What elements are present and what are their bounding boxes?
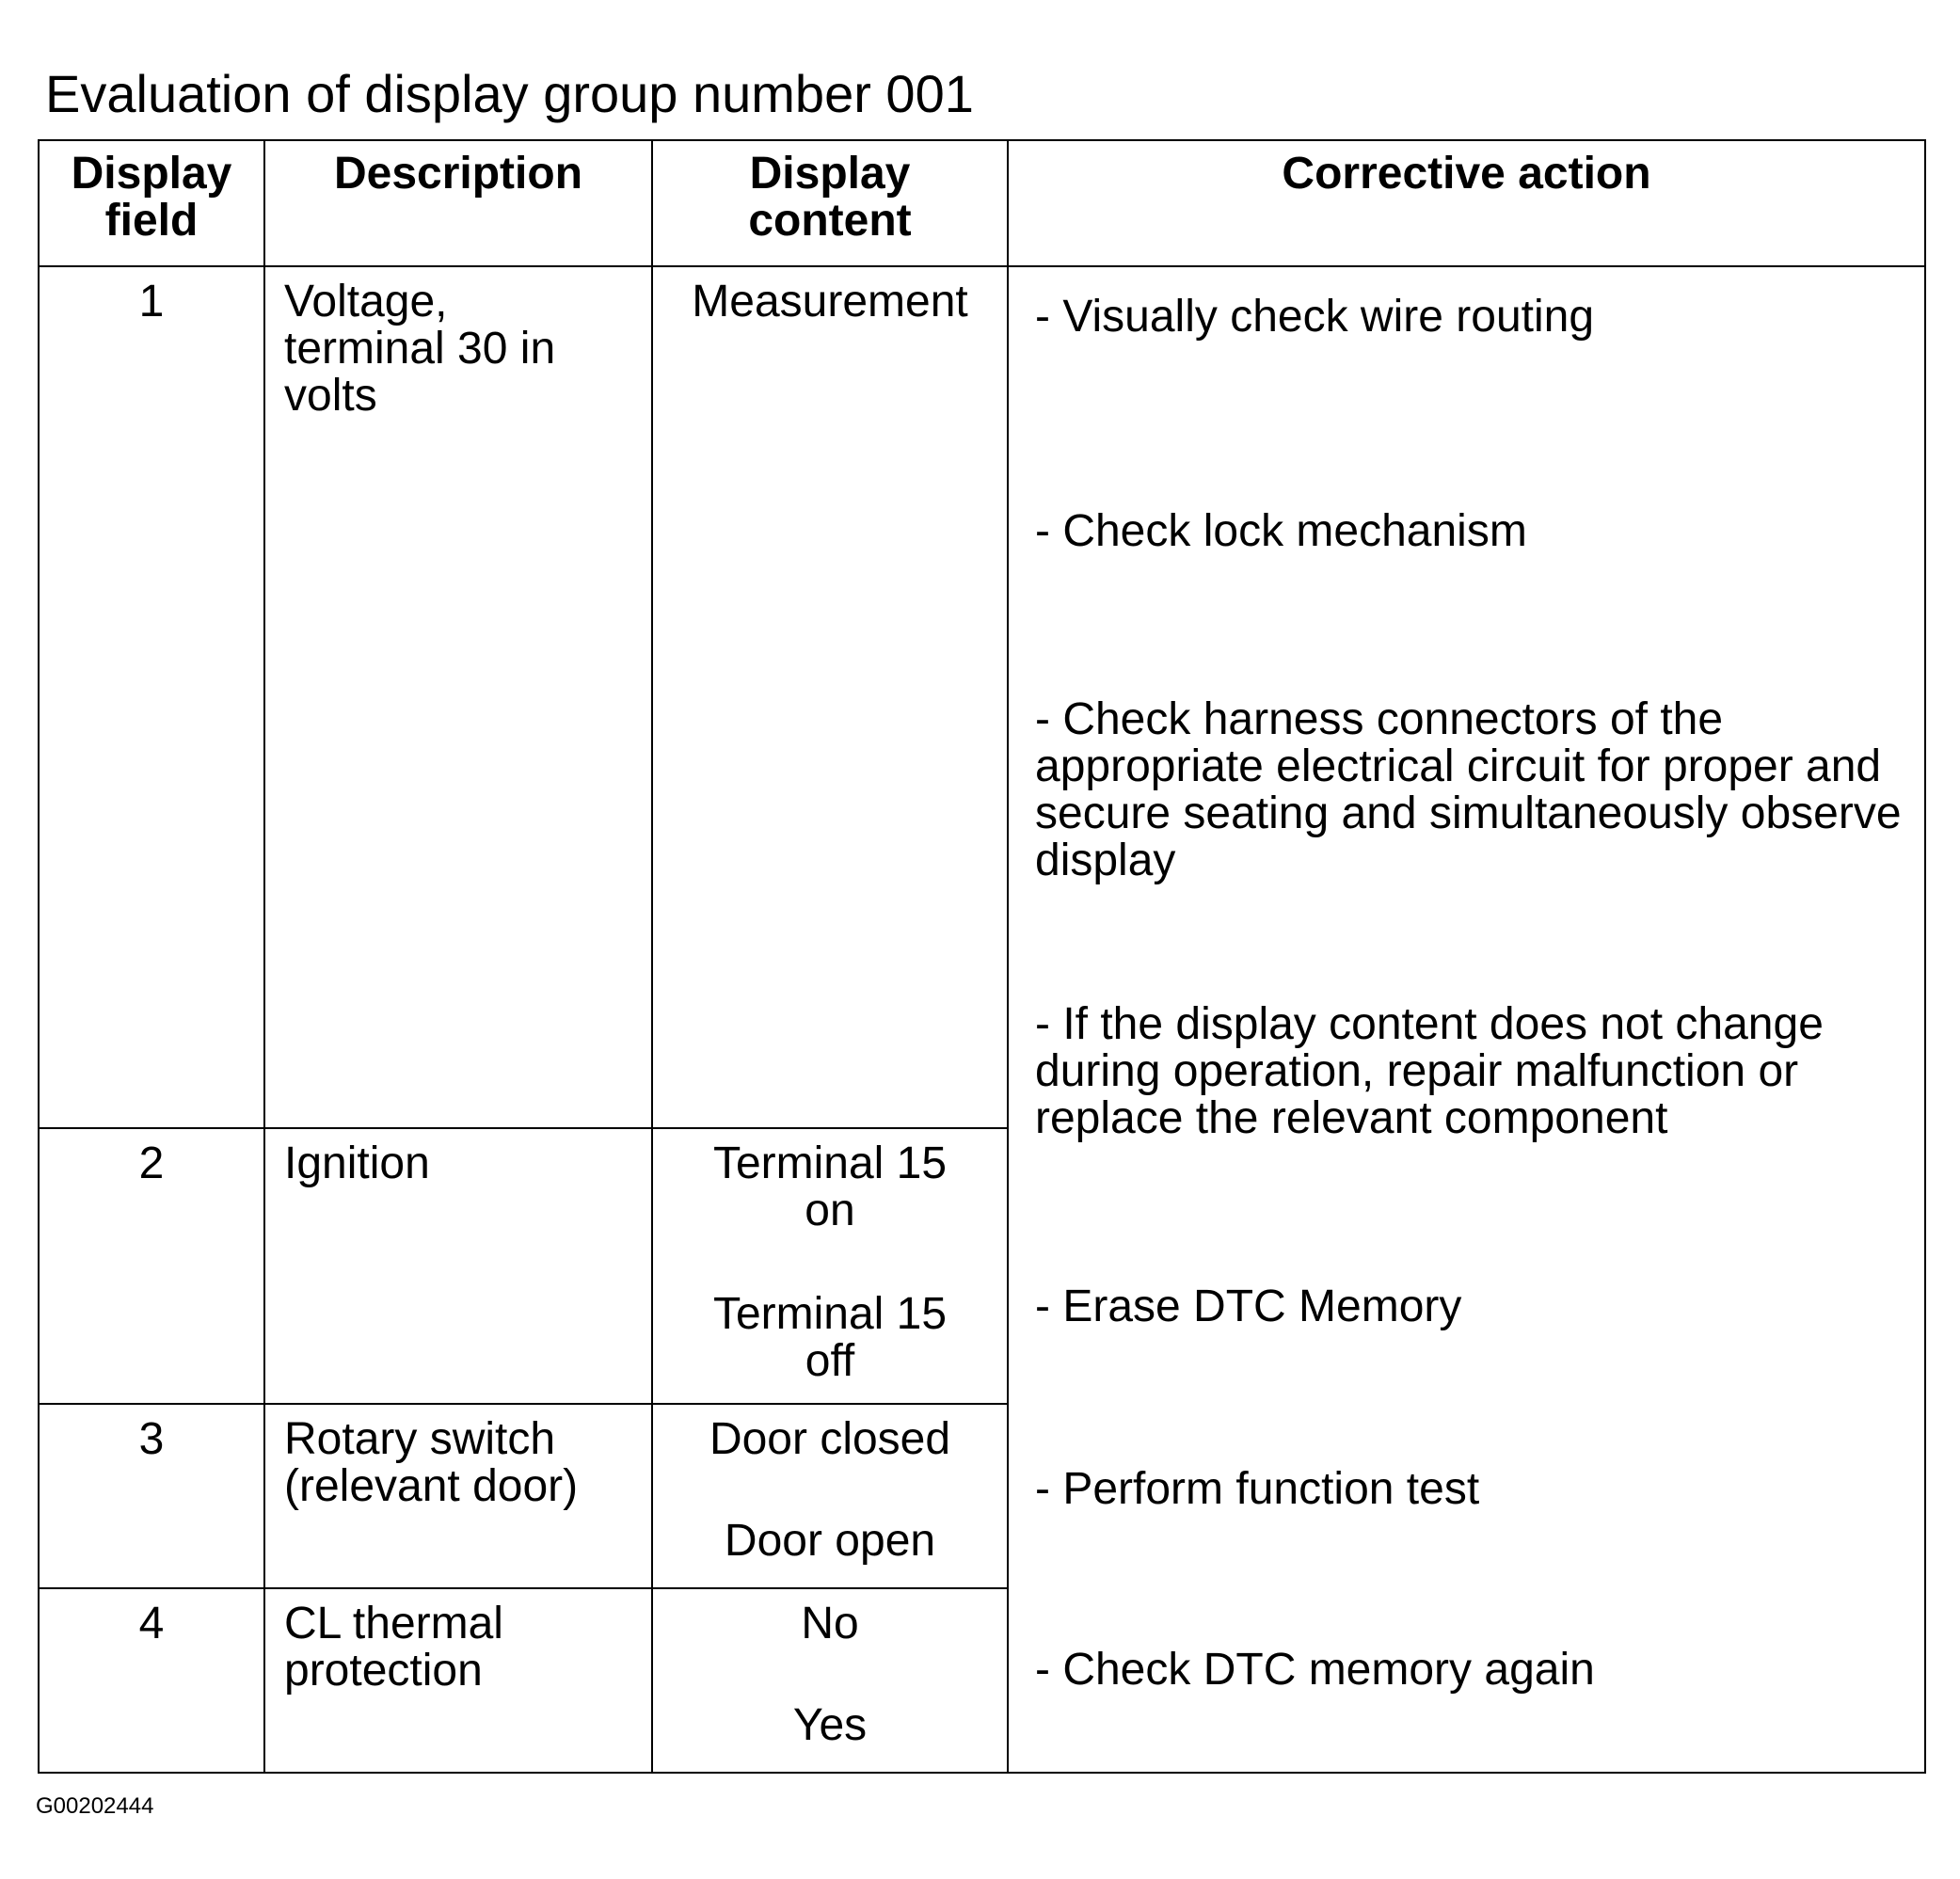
display-content-cell: Terminal 15 on Terminal 15 off <box>652 1128 1008 1404</box>
header-corrective-action: Corrective action <box>1008 140 1925 266</box>
display-field-cell: 1 <box>39 266 264 1128</box>
description-cell: CL thermal protection <box>264 1588 652 1773</box>
corrective-action-item: - Check DTC memory again <box>1035 1645 1595 1695</box>
description-cell: Rotary switch (relevant door) <box>264 1404 652 1588</box>
corrective-action-item: - Check lock mechanism <box>1035 506 1527 556</box>
display-content-cell: No Yes <box>652 1588 1008 1773</box>
corrective-action-item: - Visually check wire routing <box>1035 292 1595 342</box>
evaluation-table <box>38 139 1926 1774</box>
corrective-action-item: - Check harness connectors of the appropriate electrical circuit for proper and secure seating and simultaneously observe display <box>1035 694 1902 885</box>
page-title: Evaluation of display group number 001 <box>45 64 974 123</box>
table-header-row <box>39 140 1925 266</box>
display-field-cell: 2 <box>39 1128 264 1404</box>
description-cell: Voltage, terminal 30 in volts <box>264 266 652 1128</box>
display-field-cell: 3 <box>39 1404 264 1588</box>
corrective-action-item: - Perform function test <box>1035 1464 1480 1514</box>
table-row <box>39 266 1925 1128</box>
header-display-field: Display field <box>39 140 264 266</box>
description-cell: Ignition <box>264 1128 652 1404</box>
display-content-cell: Door closed Door open <box>652 1404 1008 1588</box>
display-content-cell: Measurement <box>652 266 1008 1128</box>
display-field-cell: 4 <box>39 1588 264 1773</box>
figure-code: G00202444 <box>36 1793 154 1819</box>
corrective-action-item: - Erase DTC Memory <box>1035 1282 1462 1331</box>
corrective-action-item: - If the display content does not change during operation, repair malfunction or replace the relevant component <box>1035 999 1824 1143</box>
header-display-content: Display content <box>652 140 1008 266</box>
header-description: Description <box>264 140 652 266</box>
corrective-action-cell <box>1008 266 1925 1773</box>
